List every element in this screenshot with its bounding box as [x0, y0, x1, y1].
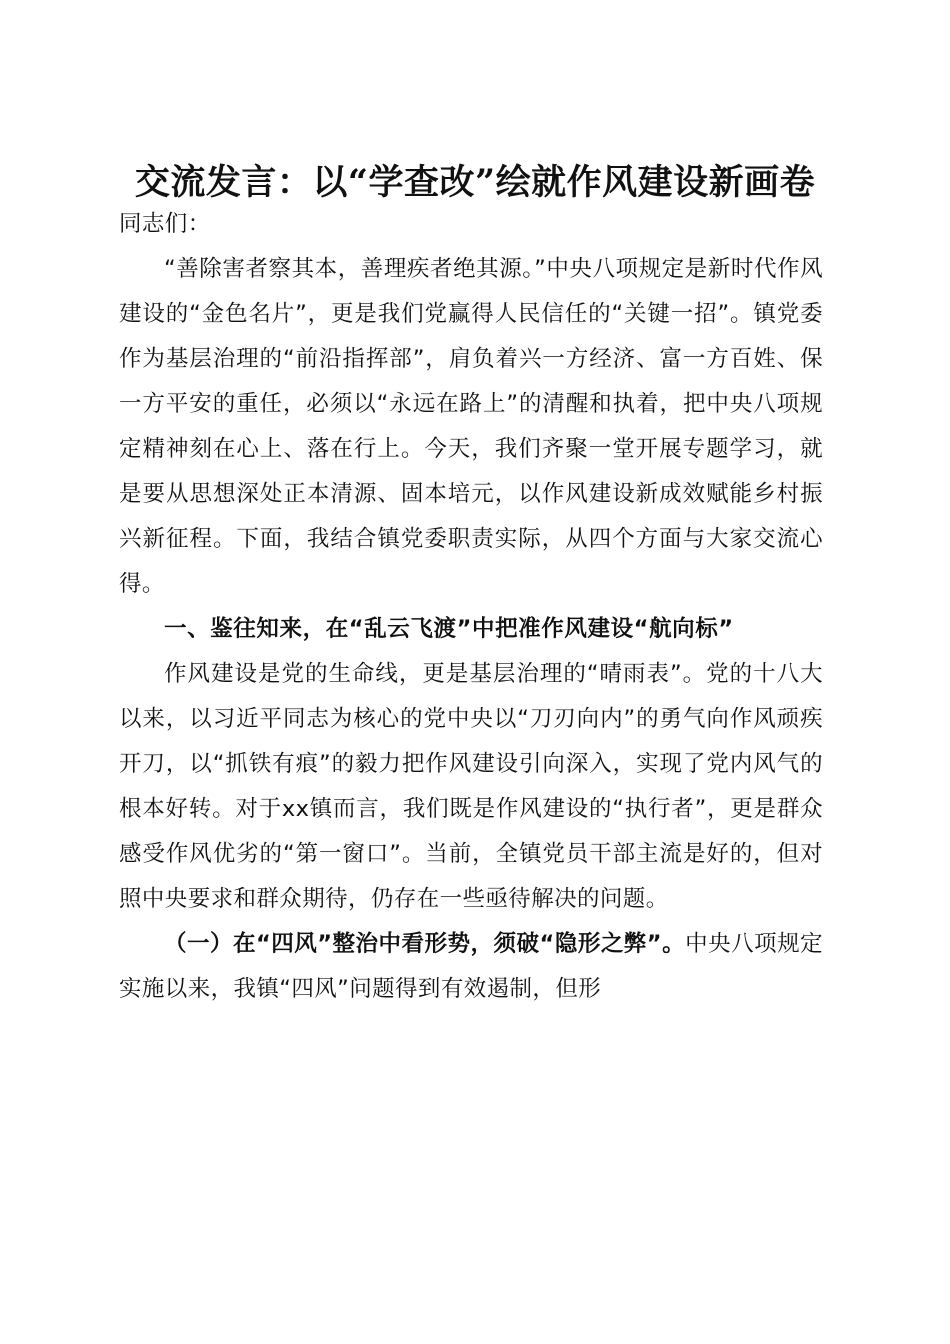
salutation: 同志们： — [119, 211, 211, 237]
subsection-1-paragraph — [119, 922, 823, 1012]
section-1-heading: 一、鉴往知来，在“乱云飞渡”中把准作风建设“航向标” — [164, 616, 734, 642]
intro-paragraph: “善除害者察其本，善理疾者绝其源。”中央八项规定是新时代作风建设的“金色名片”，更是我们党赢得人民信任的“关键一招”。镇党委作为基层治理的“前沿指挥部”，肩负着兴一方经济、富一方百姓、保一方平安的重任，必须以“永远在路上”的清醒和执着，把中央八项规定精神刻在心上、落在行上。今天，我们齐聚一堂开展专题学习，就是要从思想深处正本清源、固本培元，以作风建设新成效赋能乡村振兴新征程。下面，我结合镇党委职责实际，从四个方面与大家交流心得。 — [119, 256, 823, 597]
document-title: 交流发言：以“学查改”绘就作风建设新画卷 — [134, 162, 816, 204]
section-1-paragraph: 作风建设是党的生命线，更是基层治理的“晴雨表”。党的十八大以来，以习近平同志为核心的党中央以“刀刃向内”的勇气向作风顽疾开刀，以“抓铁有痕”的毅力把作风建设引向深入，实现了党内风气的根本好转。对于xx镇而言，我们既是作风建设的“执行者”，更是群众感受作风优劣的“第一窗口”。当前，全镇党员干部主流是好的，但对照中央要求和群众期待，仍存在一些亟待解决的问题。 — [119, 661, 823, 912]
subsection-1-heading: （一）在“四风”整治中看形势，须破“隐形之弊”。 — [164, 931, 686, 957]
subsection-1-text: 中央八项规定实施以来，我镇“四风”问题得到有效遏制，但形 — [119, 931, 823, 1002]
document-body — [119, 202, 823, 1012]
